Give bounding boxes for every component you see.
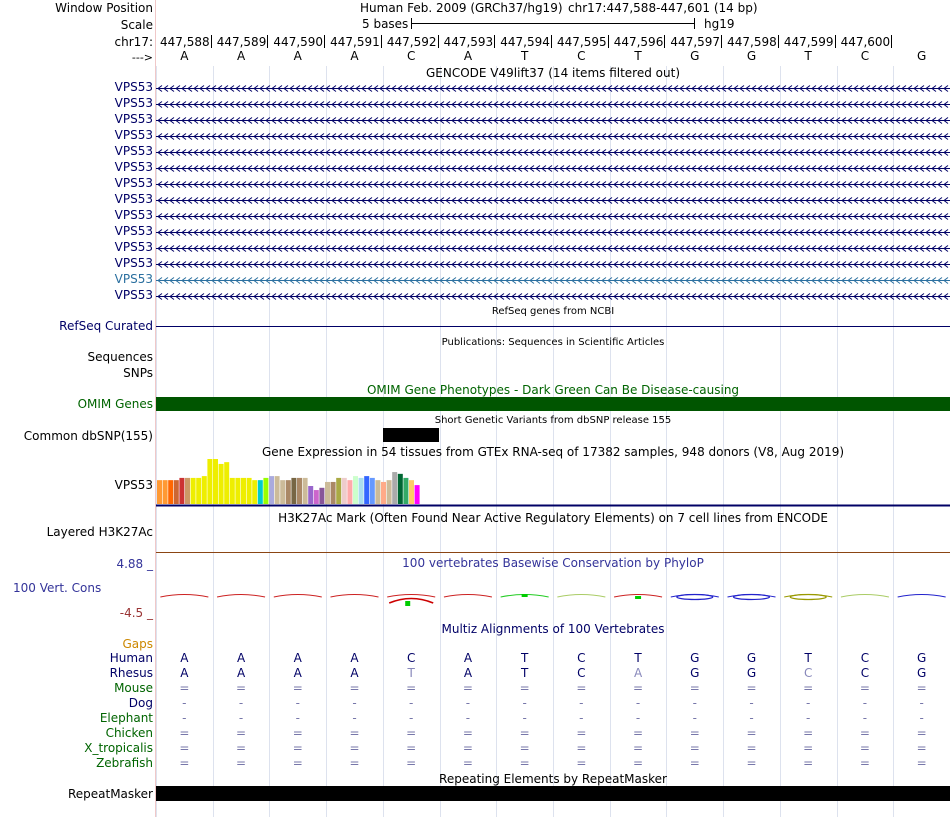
omim-bar	[156, 397, 950, 411]
species-label[interactable]: X_tropicalis	[84, 741, 153, 755]
alignment-base: -	[522, 711, 527, 725]
gtex-bar	[275, 476, 280, 504]
alignment-base: -	[806, 696, 811, 710]
alignment-base: T	[804, 651, 812, 665]
gtex-bar	[202, 476, 207, 504]
gtex-bar	[207, 459, 212, 504]
alignment-base: A	[293, 666, 302, 680]
alignment-base: =	[462, 681, 473, 695]
gtex-bar	[168, 480, 173, 504]
gtex-bar	[219, 464, 224, 504]
gencode-gene-label[interactable]: VPS53	[114, 192, 153, 206]
phylop-mark	[405, 601, 410, 606]
gtex-bar	[185, 478, 190, 504]
ruler-position: 447,597	[670, 35, 721, 49]
repeatmasker-bar	[156, 786, 950, 801]
alignment-base: -	[635, 696, 641, 710]
alignment-base: G	[690, 666, 700, 680]
assembly-title: Human Feb. 2009 (GRCh37/hg19)	[360, 1, 563, 15]
alignment-base: =	[292, 681, 303, 695]
dna-base: A	[180, 49, 189, 63]
alignment-base: =	[519, 681, 530, 695]
gtex-bar	[325, 482, 330, 504]
alignment-base: -	[409, 711, 414, 725]
alignment-base: -	[352, 696, 357, 710]
ruler-position: 447,599	[783, 35, 834, 49]
phylop-glyph	[331, 595, 379, 598]
alignment-base: G	[690, 651, 700, 665]
alignment-base: =	[576, 726, 587, 740]
alignment-base: =	[689, 726, 700, 740]
scale-db: hg19	[704, 17, 735, 31]
alignment-base: =	[746, 741, 757, 755]
strand-label: --->	[131, 51, 153, 64]
alignment-base: =	[462, 741, 473, 755]
gencode-gene-label[interactable]: VPS53	[114, 96, 153, 110]
alignment-base: -	[692, 696, 697, 710]
alignment-base: C	[577, 666, 586, 680]
species-label[interactable]: Mouse	[114, 681, 153, 695]
dna-base: T	[634, 49, 642, 63]
gtex-bar	[359, 478, 364, 504]
gtex-bar	[157, 480, 162, 504]
dna-base: G	[916, 49, 927, 63]
gtex-bar	[342, 478, 347, 504]
alignment-base: =	[576, 741, 587, 755]
dbsnp-title: Short Genetic Variants from dbSNP release 155	[434, 415, 672, 426]
gtex-bar	[403, 478, 408, 504]
ruler-position: 447,595	[557, 35, 607, 49]
gtex-bar	[319, 488, 324, 504]
gtex-bar	[174, 480, 179, 504]
alignment-base: =	[349, 741, 360, 755]
alignment-base: A	[236, 651, 246, 665]
gtex-bar	[269, 476, 274, 504]
omim-title: OMIM Gene Phenotypes - Dark Green Can Be Disease-causing	[366, 383, 740, 397]
alignment-base: A	[236, 666, 246, 680]
repeatmasker-title: Repeating Elements by RepeatMasker	[439, 772, 667, 786]
alignment-base: -	[806, 711, 811, 725]
gencode-gene-label[interactable]: VPS53	[114, 160, 153, 174]
alignment-base: A	[350, 651, 359, 665]
dbsnp-variant	[383, 428, 439, 442]
alignment-base: A	[463, 651, 473, 665]
alignment-base: -	[182, 696, 187, 710]
alignment-base: =	[236, 756, 247, 770]
dna-base: A	[463, 49, 473, 63]
alignment-base: -	[862, 711, 868, 725]
gtex-bar	[375, 480, 380, 504]
alignment-base: A	[463, 666, 473, 680]
phylop-glyph	[387, 595, 435, 598]
phylop-mark	[522, 594, 528, 597]
alignment-base: =	[746, 756, 757, 770]
alignment-base: -	[635, 711, 641, 725]
alignment-base: =	[916, 756, 927, 770]
alignment-base: =	[349, 681, 360, 695]
gtex-bar	[191, 478, 196, 504]
alignment-base: -	[465, 696, 471, 710]
alignment-base: -	[919, 696, 924, 710]
dna-base: G	[746, 49, 757, 63]
phylop-glyph	[217, 595, 265, 598]
alignment-base: =	[406, 741, 417, 755]
gtex-bar	[303, 478, 308, 504]
gtex-bar	[230, 478, 235, 504]
alignment-base: =	[916, 741, 927, 755]
alignment-base: =	[406, 681, 417, 695]
alignment-base: T	[520, 666, 529, 680]
gtex-bar	[179, 478, 184, 504]
ruler-position: 447,592	[386, 35, 437, 49]
gtex-bar	[235, 478, 240, 504]
gtex-bar	[370, 478, 375, 504]
ruler-position: 447,600	[840, 35, 891, 49]
gtex-bar	[224, 462, 229, 504]
gtex-bar	[353, 476, 358, 504]
alignment-base: =	[292, 741, 303, 755]
phylop-glyph	[841, 595, 889, 598]
alignment-base: -	[465, 711, 471, 725]
phylop-min: -4.5 _	[119, 606, 153, 620]
alignment-base: =	[236, 726, 247, 740]
phylop-glyph-strong	[389, 599, 433, 604]
gtex-bar	[263, 478, 268, 504]
alignment-base: =	[462, 756, 473, 770]
alignment-base: =	[349, 756, 360, 770]
gtex-bar	[381, 482, 386, 504]
ruler-position: 447,589	[216, 35, 267, 49]
species-label[interactable]: Human	[109, 651, 153, 665]
alignment-base: G	[916, 666, 927, 680]
gencode-gene-label[interactable]: VPS53	[114, 208, 153, 222]
alignment-base: -	[352, 711, 357, 725]
phylop-glyph	[160, 595, 208, 598]
alignment-base: =	[236, 741, 247, 755]
alignment-base: T	[407, 666, 415, 680]
alignment-base: =	[633, 756, 644, 770]
alignment-base: =	[576, 756, 587, 770]
alignment-base: G	[916, 651, 927, 665]
alignment-base: =	[916, 681, 927, 695]
phylop-glyph	[274, 595, 322, 598]
alignment-base: =	[179, 681, 190, 695]
alignment-base: =	[633, 726, 644, 740]
alignment-base: =	[179, 726, 190, 740]
alignment-base: =	[519, 726, 530, 740]
alignment-base: -	[295, 696, 300, 710]
gtex-bar	[409, 480, 414, 504]
alignment-base: -	[692, 711, 697, 725]
dna-base: T	[804, 49, 812, 63]
gencode-gene-label[interactable]: VPS53	[114, 240, 153, 254]
dna-base: C	[407, 49, 416, 63]
alignment-base: =	[633, 681, 644, 695]
alignment-base: =	[406, 756, 417, 770]
dna-base: A	[293, 49, 302, 63]
alignment-base: =	[859, 741, 870, 755]
gtex-bar	[280, 480, 285, 504]
gtex-bar	[364, 476, 369, 504]
scale-label: Scale	[120, 18, 153, 32]
phylop-max: 4.88 _	[116, 557, 153, 571]
scale-bar-text: 5 bases	[362, 17, 409, 31]
phylop-glyph	[790, 595, 826, 600]
position-text: chr17:447,588-447,601 (14 bp)	[568, 1, 758, 15]
alignment-base: G	[746, 651, 757, 665]
gencode-gene-label[interactable]: VPS53	[114, 256, 153, 270]
multiz-title: Multiz Alignments of 100 Vertebrates	[441, 622, 665, 636]
gtex-bar	[196, 478, 201, 504]
gtex-bar	[247, 478, 252, 504]
alignment-base: =	[349, 726, 360, 740]
phylop-glyph	[557, 595, 605, 598]
window-position-label: Window Position	[55, 1, 153, 15]
ruler-position: 447,591	[330, 35, 380, 49]
alignment-base: =	[633, 741, 644, 755]
gtex-bar	[415, 485, 420, 504]
gtex-bar	[347, 480, 352, 504]
alignment-base: -	[919, 711, 924, 725]
dna-base: C	[577, 49, 586, 63]
gtex-title: Gene Expression in 54 tissues from GTEx RNA-seq of 17382 samples, 948 donors (V8, Aug 2019)	[261, 445, 845, 459]
phylop-mark	[635, 596, 641, 599]
gtex-bar	[252, 480, 257, 504]
dna-base: A	[350, 49, 359, 63]
phylop-title: 100 vertebrates Basewise Conservation by PhyloP	[402, 556, 704, 570]
gencode-gene-label[interactable]: VPS53	[114, 288, 153, 302]
alignment-base: =	[746, 726, 757, 740]
gencode-gene-label[interactable]: VPS53	[114, 224, 153, 238]
gencode-gene-label[interactable]: VPS53	[114, 144, 153, 158]
omim-label[interactable]: OMIM Genes	[77, 397, 153, 411]
alignment-base: =	[916, 726, 927, 740]
alignment-base: =	[179, 756, 190, 770]
gencode-gene-label[interactable]: VPS53	[114, 272, 153, 286]
ruler-position: 447,598	[727, 35, 777, 49]
species-label[interactable]: Elephant	[99, 711, 153, 725]
chrom-label: chr17:	[114, 35, 153, 49]
alignment-base: -	[238, 711, 244, 725]
gtex-bar	[331, 482, 336, 504]
dna-base: A	[236, 49, 246, 63]
gtex-bar	[163, 480, 168, 504]
gtex-bar	[286, 480, 291, 504]
alignment-base: C	[577, 651, 586, 665]
refseq-title: RefSeq genes from NCBI	[491, 306, 615, 317]
phylop-glyph	[677, 595, 713, 600]
alignment-base: C	[804, 666, 813, 680]
gtex-bar	[336, 478, 341, 504]
pubs-title: Publications: Sequences in Scientific Articles	[441, 337, 665, 348]
alignment-base: =	[292, 726, 303, 740]
dbsnp-label[interactable]: Common dbSNP(155)	[23, 429, 153, 443]
gtex-bar	[241, 478, 246, 504]
alignment-base: C	[860, 651, 870, 665]
gtex-bar	[291, 478, 296, 504]
h3k27ac-label[interactable]: Layered H3K27Ac	[46, 525, 153, 539]
alignment-base: =	[689, 741, 700, 755]
alignment-base: =	[803, 726, 814, 740]
phylop-glyph	[444, 595, 492, 598]
alignment-base: =	[746, 681, 757, 695]
alignment-base: T	[520, 651, 529, 665]
alignment-base: =	[519, 741, 530, 755]
h3k27ac-title: H3K27Ac Mark (Often Found Near Active Regulatory Elements) on 7 cell lines from ENCODE	[278, 511, 828, 525]
alignment-base: =	[576, 681, 587, 695]
alignment-base: -	[522, 696, 527, 710]
multiz-gaps-label[interactable]: Gaps	[122, 637, 153, 651]
alignment-base: -	[295, 711, 300, 725]
alignment-base: =	[859, 756, 870, 770]
dna-base: G	[690, 49, 700, 63]
gencode-title: GENCODE V49lift37 (14 items filtered out)	[425, 66, 680, 80]
ruler-position: 447,596	[613, 35, 664, 49]
alignment-base: =	[803, 756, 814, 770]
gtex-bar	[258, 480, 263, 504]
ruler-position: 447,590	[273, 35, 324, 49]
gencode-gene-label[interactable]: VPS53	[114, 112, 153, 126]
alignment-base: -	[862, 696, 868, 710]
alignment-base: T	[634, 651, 642, 665]
gtex-bar	[387, 480, 392, 504]
species-label[interactable]: Zebrafish	[96, 756, 153, 770]
alignment-base: A	[180, 666, 189, 680]
alignment-base: G	[746, 666, 757, 680]
alignment-base: -	[579, 711, 584, 725]
alignment-base: =	[859, 726, 870, 740]
alignment-base: =	[179, 741, 190, 755]
refseq-label[interactable]: RefSeq Curated	[59, 319, 153, 333]
alignment-base: -	[749, 696, 754, 710]
ruler-position: 447,594	[500, 35, 550, 49]
gencode-gene-label[interactable]: VPS53	[114, 128, 153, 142]
alignment-base: =	[406, 726, 417, 740]
alignment-base: A	[350, 666, 359, 680]
alignment-base: =	[236, 681, 247, 695]
gtex-bar	[213, 459, 218, 504]
species-label[interactable]: Chicken	[105, 726, 153, 740]
alignment-base: =	[689, 681, 700, 695]
alignment-base: -	[749, 711, 754, 725]
repeatmasker-label[interactable]: RepeatMasker	[67, 787, 153, 801]
alignment-base: =	[859, 681, 870, 695]
alignment-base: A	[180, 651, 189, 665]
alignment-base: =	[803, 741, 814, 755]
gtex-label[interactable]: VPS53	[114, 478, 153, 492]
gencode-gene-label[interactable]: VPS53	[114, 80, 153, 94]
dna-base: C	[860, 49, 870, 63]
alignment-base: A	[633, 666, 643, 680]
alignment-base: =	[689, 756, 700, 770]
gtex-bar	[392, 472, 397, 504]
alignment-base: A	[293, 651, 302, 665]
ruler-position: 447,588	[160, 35, 210, 49]
alignment-base: C	[860, 666, 870, 680]
phylop-label[interactable]: 100 Vert. Cons	[13, 581, 102, 595]
alignment-base: -	[182, 711, 187, 725]
pubs-snps-label[interactable]: SNPs	[123, 366, 153, 380]
alignment-base: =	[519, 756, 530, 770]
alignment-base: =	[803, 681, 814, 695]
gtex-bar	[297, 478, 302, 504]
phylop-glyph	[898, 595, 946, 598]
species-label[interactable]: Rhesus	[109, 666, 153, 680]
phylop-glyph	[734, 595, 770, 600]
alignment-base: -	[409, 696, 414, 710]
pubs-sequences-label[interactable]: Sequences	[87, 350, 153, 364]
gtex-bar	[308, 486, 313, 504]
alignment-base: -	[579, 696, 584, 710]
alignment-base: C	[407, 651, 416, 665]
ruler-position: 447,593	[443, 35, 494, 49]
dna-base: T	[520, 49, 529, 63]
gtex-bar	[398, 474, 403, 504]
gencode-gene-label[interactable]: VPS53	[114, 176, 153, 190]
alignment-base: -	[238, 696, 244, 710]
alignment-base: =	[292, 756, 303, 770]
species-label[interactable]: Dog	[128, 696, 153, 710]
alignment-base: =	[462, 726, 473, 740]
gtex-bar	[314, 490, 319, 504]
